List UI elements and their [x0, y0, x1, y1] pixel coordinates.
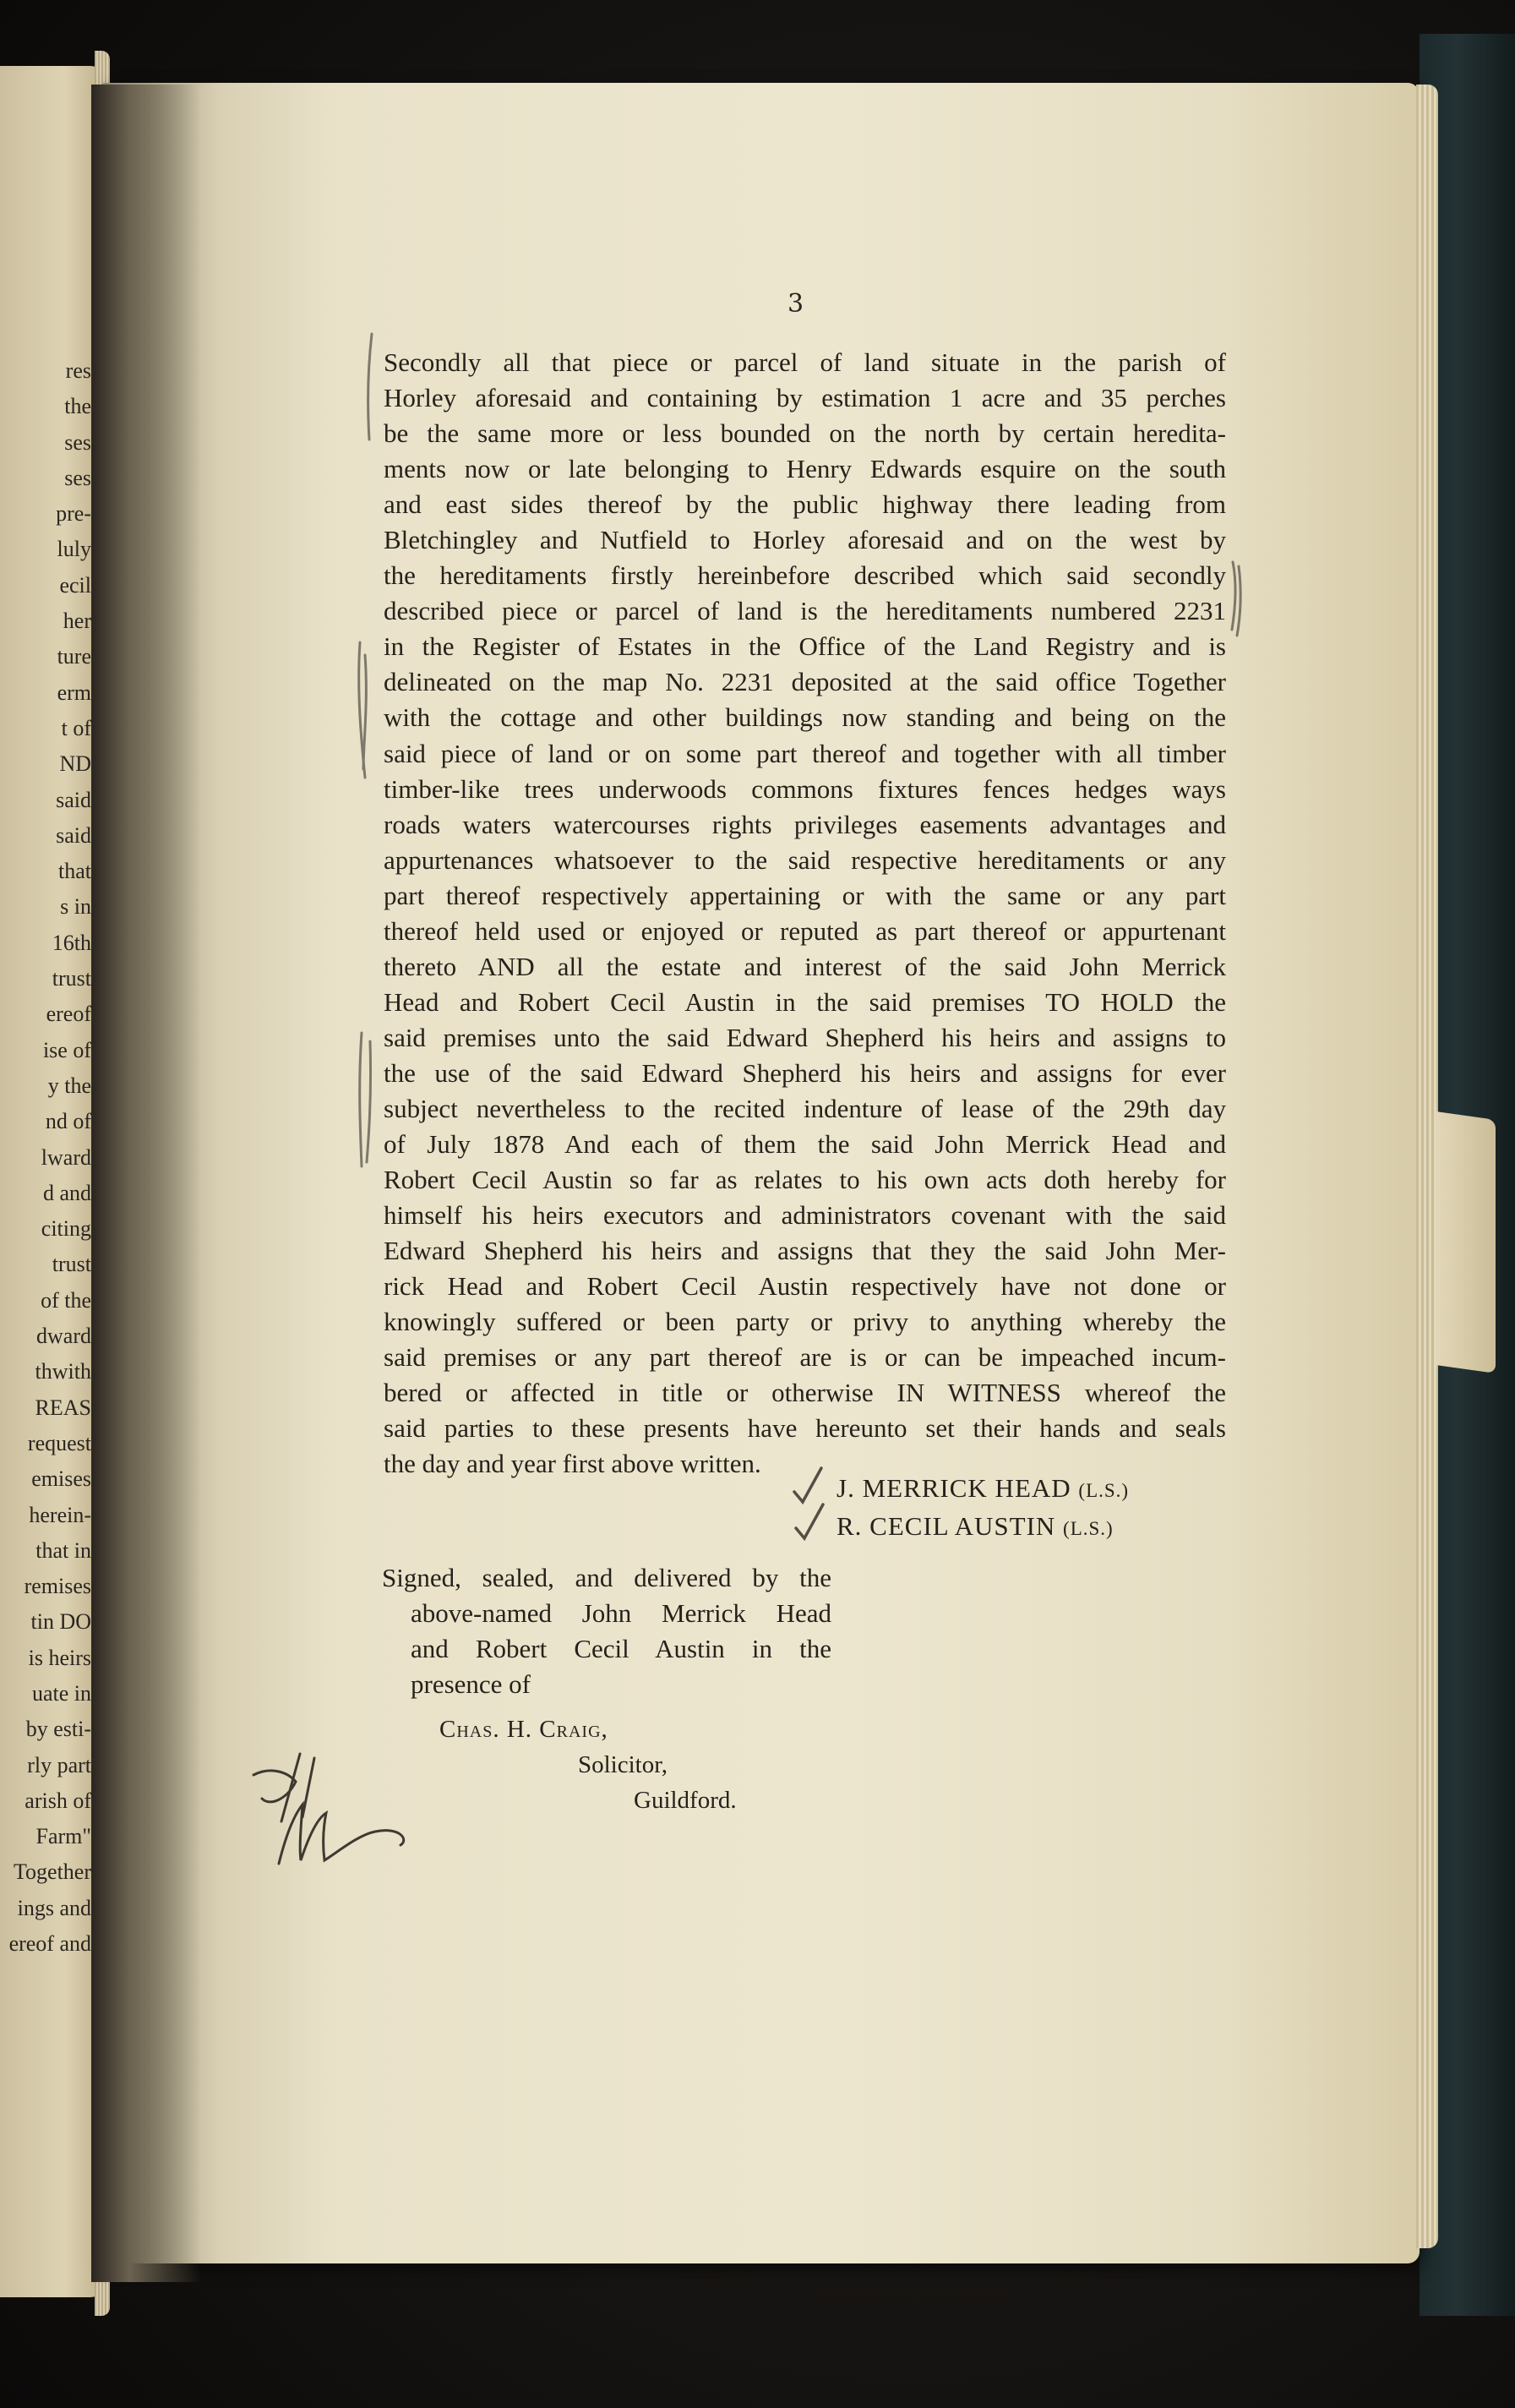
left-page-fragment: erm	[57, 680, 91, 705]
left-page-fragment: ture	[57, 644, 91, 669]
deed-text-line: Edward Shepherd his heirs and assigns that they the said John Mer-	[384, 1236, 1226, 1266]
left-page-fragment: trust	[52, 966, 91, 991]
witness-role: Solicitor,	[578, 1751, 668, 1778]
paper-flap	[1436, 1111, 1496, 1373]
left-page-fragment: s in	[60, 894, 91, 920]
deed-text-line: said premises unto the said Edward Shepherd his heirs and assigns to	[384, 1022, 1226, 1052]
witness-name: Chas. H. Craig,	[439, 1716, 608, 1743]
left-page-fragment: citing	[41, 1216, 91, 1242]
left-page-fragment: luly	[57, 537, 91, 562]
left-page-fragment: ses	[64, 465, 91, 490]
deed-text-line: timber-like trees underwoods commons fixtures fences hedges ways	[384, 773, 1226, 804]
left-page-fragment: ecil	[59, 572, 91, 598]
left-page-fragment: thwith	[35, 1359, 91, 1384]
deed-text-line: Head and Robert Cecil Austin in the said premises TO HOLD the	[384, 986, 1226, 1017]
seal-mark: (L.S.)	[1063, 1518, 1114, 1539]
left-page-fragment: dward	[36, 1324, 91, 1349]
left-page-fragment: ND	[59, 751, 91, 777]
deed-text-line: rick Head and Robert Cecil Austin respectively have not done or	[384, 1271, 1226, 1302]
left-page-fragment: that	[58, 859, 91, 884]
witness-block	[439, 1712, 737, 1818]
left-page-fragment: request	[27, 1430, 91, 1455]
left-page-fragment: y the	[47, 1073, 91, 1098]
left-page-fragment: uate in	[31, 1680, 91, 1706]
deed-text-line: the day and year first above written.	[384, 1449, 761, 1479]
left-page-fragment: arish of	[25, 1788, 91, 1813]
deed-text-line: in the Register of Estates in the Office of the Land Registry and is	[384, 631, 1226, 662]
deed-text-line: subject nevertheless to the recited indenture of lease of the 29th day	[384, 1093, 1226, 1123]
deed-text-line: Secondly all that piece or parcel of land situate in the parish of	[384, 347, 1226, 377]
deed-text-line: himself his heirs executors and administrators covenant with the said	[384, 1200, 1226, 1231]
left-page-fragment: herein-	[29, 1502, 91, 1527]
deed-text-line: of July 1878 And each of them the said John Merrick Head and	[384, 1129, 1226, 1160]
deed-text-line: the hereditaments firstly hereinbefore described which said secondly	[384, 560, 1226, 591]
left-page-fragment: ereof	[46, 1002, 91, 1027]
left-page-fragment: ereof and	[8, 1931, 91, 1957]
left-page-fragment: her	[63, 609, 91, 634]
signatory-line	[837, 1471, 1129, 1509]
left-page-fragment: Together	[13, 1859, 91, 1885]
left-page-fragment: REAS	[35, 1395, 91, 1420]
left-page-fragment: remises	[24, 1574, 91, 1599]
left-page-fragment: said	[56, 787, 91, 812]
attestation-line: presence of	[411, 1669, 531, 1699]
deed-text-line: Horley aforesaid and containing by estimation 1 acre and 35 perches	[384, 383, 1226, 413]
seal-mark: (L.S.)	[1078, 1480, 1130, 1501]
deed-text-line: Bletchingley and Nutfield to Horley aforesaid and on the west by	[384, 525, 1226, 555]
deed-text-line: appurtenances whatsoever to the said respective hereditaments or any	[384, 844, 1226, 875]
left-page-fragment: res	[65, 358, 91, 383]
left-page-fragment: ses	[64, 429, 91, 455]
deed-text-line: part thereof respectively appertaining or with the same or any part	[384, 880, 1226, 910]
left-page-fragment: pre-	[56, 501, 91, 527]
deed-text-line: knowingly suffered or been party or privy to anything whereby the	[384, 1307, 1226, 1337]
signatory-name: J. MERRICK HEAD	[837, 1473, 1071, 1503]
left-page-fragment: d and	[42, 1180, 91, 1205]
deed-text-line: ments now or late belonging to Henry Edwards esquire on the south	[384, 454, 1226, 484]
deed-text-line: said premises or any part thereof are is or can be impeached incum-	[384, 1342, 1226, 1373]
left-page-fragment: 16th	[52, 930, 91, 955]
deed-body-text	[384, 345, 1226, 1482]
left-page-fragment: nd of	[45, 1109, 91, 1134]
deed-text-line: the use of the said Edward Shepherd his heirs and assigns for ever	[384, 1057, 1226, 1088]
deed-text-line: with the cottage and other buildings now standing and being on the	[384, 702, 1226, 733]
signatory-name: R. CECIL AUSTIN	[837, 1511, 1056, 1541]
deed-text-line: and east sides thereof by the public highway there leading from	[384, 489, 1226, 520]
attestation-line: above-named John Merrick Head	[411, 1598, 831, 1628]
left-page-fragment: that in	[35, 1537, 91, 1563]
left-page-fragment: is heirs	[28, 1645, 91, 1670]
attestation-line: and Robert Cecil Austin in the	[411, 1634, 831, 1663]
deed-text-line: Robert Cecil Austin so far as relates to his own acts doth hereby for	[384, 1165, 1226, 1195]
left-page-fragment: t of	[61, 715, 91, 740]
deed-text-line: roads waters watercourses rights privileges easements advantages and	[384, 809, 1226, 839]
left-page-fragment: lward	[41, 1144, 91, 1170]
signatory-line	[837, 1509, 1129, 1547]
deed-text-line: described piece or parcel of land is the hereditaments numbered 2231	[384, 596, 1226, 626]
left-page-fragment: tin DO	[30, 1609, 91, 1635]
deed-text-line: bered or affected in title or otherwise IN WITNESS whereof the	[384, 1378, 1226, 1408]
left-page-fragment: emises	[31, 1466, 91, 1492]
signatory-block	[837, 1471, 1129, 1547]
left-page-fragment: by esti-	[25, 1717, 91, 1742]
left-page-fragment: the	[64, 394, 91, 419]
gutter-shadow	[91, 85, 201, 2282]
page-number: 3	[787, 289, 804, 319]
left-page-fragment: ise of	[42, 1037, 91, 1062]
attestation-clause	[382, 1560, 831, 1702]
left-page-fragment: trust	[52, 1252, 91, 1277]
right-page-edges	[1416, 85, 1438, 2248]
facing-left-page	[0, 66, 106, 2297]
deed-text-line: said parties to these presents have hereunto set their hands and seals	[384, 1413, 1226, 1444]
left-page-fragment: Farm"	[35, 1824, 91, 1849]
left-page-fragment: said	[56, 822, 91, 848]
deed-text-line: said piece of land or on some part thereof and together with all timber	[384, 738, 1226, 768]
witness-place: Guildford.	[634, 1787, 737, 1814]
left-page-fragment: rly part	[27, 1752, 91, 1777]
attestation-line: Signed, sealed, and delivered by the	[382, 1563, 831, 1592]
left-page-fragment: of the	[41, 1287, 91, 1313]
deed-text-line: thereto AND all the estate and interest of the said John Merrick	[384, 951, 1226, 981]
left-page-text-fragments	[0, 353, 91, 1962]
deed-text-line: delineated on the map No. 2231 deposited at the said office Together	[384, 667, 1226, 697]
deed-text-line: thereof held used or enjoyed or reputed as part thereof or appurtenant	[384, 915, 1226, 946]
left-page-fragment: ings and	[17, 1895, 91, 1920]
deed-text-line: be the same more or less bounded on the north by certain heredita-	[384, 418, 1226, 449]
